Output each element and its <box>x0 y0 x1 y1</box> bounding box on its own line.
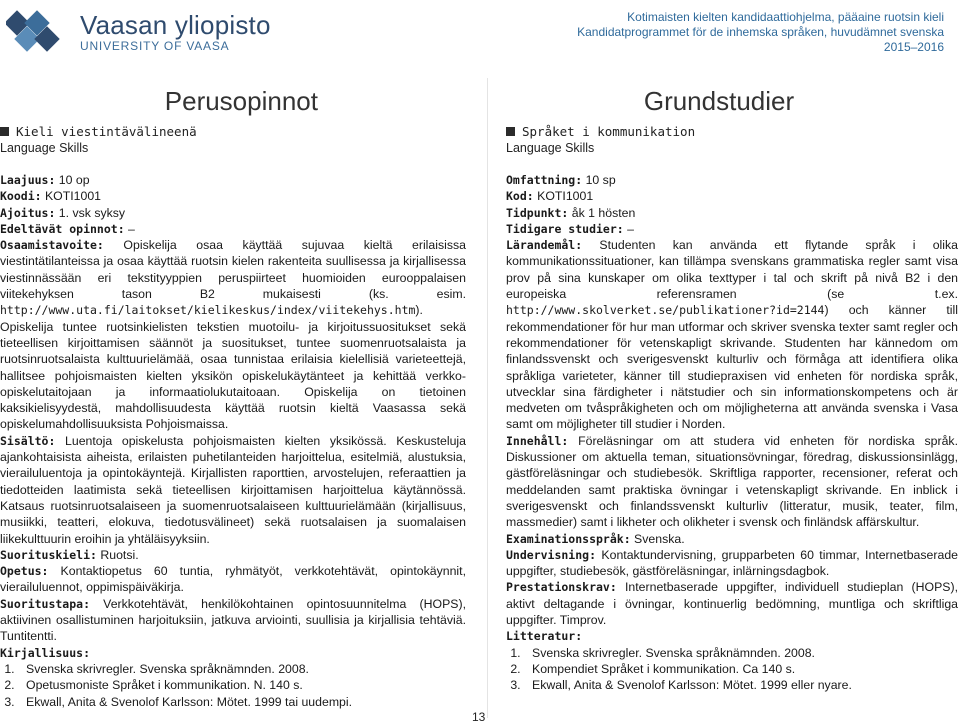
list-item: 2. Kompendiet Språket i kommunikation. Ca 140 s. <box>524 661 958 677</box>
kod-row: Kod: KOTI1001 <box>506 189 594 204</box>
left-section-heading <box>0 124 466 140</box>
right-column-swedish <box>506 84 958 694</box>
larandemal-link[interactable]: http://www.skolverket.se/publikationer?id=2144 <box>506 303 825 318</box>
ajoitus-row: Ajoitus: 1. vsk syksy <box>0 205 126 220</box>
university-logo <box>6 8 271 56</box>
innehall-paragraph: Innehåll: Föreläsningar om att studera vid enheten för nordiska språk. Diskussioner om aktuella teman, situationsövningar, föredrag, diskussionsinlägg, gästföreläsningar och studiebesök. Skriftliga rapporter, recensioner, referat och meddelanden samt praktiska övningar i vetenskapligt skrivande. En inblick i sverigesvenskt och finlandssvenskt kulturliv (litteratur, musik, teater, film, massmedier) samt i likheter och olikheter i svensk och finländsk affärskultur. <box>506 433 958 530</box>
logo-name: Vaasan yliopisto <box>80 10 271 40</box>
list-item: 2. Opetusmoniste Språket i kommunikation. N. 140 s. <box>18 677 466 693</box>
list-item: 1. Svenska skrivregler. Svenska språknämnden. 2008. <box>18 661 466 677</box>
right-column-title: Grundstudier <box>643 86 795 116</box>
larandemal-paragraph: Lärandemål: Studenten kan använda ett flytande språk i olika kommunikationssituationer, kan tillämpa svenskans grammatiska regler samt visa prov på sina kunskaper om olika texttyper i tal och skrift på nivå B2 i den europeiska referensramen (se t.ex. http://www.skolverket.se/publikationer?id=2144) och känner till rekommendationer för hur man utformar och skriver svenska texter samt regler och rekommendationer för vetenskapligt skrivande. Studenten har kännedom om finlandssvenskt och sverigesvenskt kulturliv och förmåga att identifiera olika språkliga varieteter, känner till studiepraxisen vid enheten för nordiska språk, utvecklar sina färdigheter i nätstudier och sin informationskompetens och är medveten om tvåspråkigheten och om möjligheterna att använda svenska i Vasa samt om möjligheter till studier i Norden. <box>506 238 958 432</box>
kirjallisuus-heading: Kirjallisuus: <box>0 645 91 660</box>
program-header <box>577 10 944 55</box>
program-title-sv: Kandidatprogrammet för de inhemska språken, huvudämnet svenska <box>577 25 944 39</box>
left-section-subtitle: Language Skills <box>0 141 89 155</box>
list-item: 3. Ekwall, Anita & Svenolof Karlsson: Mötet. 1999 tai uudempi. <box>18 694 466 710</box>
square-bullet-icon <box>506 127 515 136</box>
right-course-description <box>506 172 958 694</box>
tidigare-row: Tidigare studier: – <box>506 221 634 236</box>
left-column-title: Perusopinnot <box>164 86 318 116</box>
examinationssprak-row: Examinationsspråk: Svenska. <box>506 531 685 546</box>
right-section-heading <box>506 124 958 140</box>
suoritustapa-paragraph: Suoritustapa: Verkkotehtävät, henkilökohtainen opintosuunnitelma (HOPS), aktiivinen osallistuminen harjoituksiin, jatkuva arviointi, suullisia ja kirjallisia tehtäviä. Tuntitentti. <box>0 596 466 644</box>
suorituskieli-row: Suorituskieli: Ruotsi. <box>0 547 139 562</box>
square-bullet-icon <box>0 127 9 136</box>
list-item: 3. Ekwall, Anita & Svenolof Karlsson: Mötet. 1999 eller nyare. <box>524 677 958 693</box>
logo-subtitle: UNIVERSITY OF VAASA <box>80 39 230 53</box>
koodi-row: Koodi: KOTI1001 <box>0 189 102 204</box>
omfattning-row: Omfattning: 10 sp <box>506 173 616 187</box>
left-section-title: Kieli viestintävälineenä <box>16 124 197 139</box>
program-title-fi: Kotimaisten kielten kandidaattiohjelma, pääaine ruotsin kieli <box>627 10 944 24</box>
left-course-description <box>0 172 466 710</box>
academic-years: 2015–2016 <box>883 40 944 54</box>
edeltavat-row: Edeltävät opinnot: – <box>0 221 135 236</box>
opetus-paragraph: Opetus: Kontaktiopetus 60 tuntia, ryhmätyöt, verkkotehtävät, opintokäynnit, vierailuluennot, oppimispäiväkirja. <box>0 564 466 595</box>
left-column-finnish <box>0 84 466 710</box>
sisalto-paragraph: Sisältö: Luentoja opiskelusta pohjoismaisten kielten yksikössä. Keskusteluja ajankohtaisista aiheista, erilaisten puhetilanteiden harjoittelua, esitelmiä, alustuksia, vierailuluentoja ja opintokäyntejä. Kirjallisten raporttien, arvostelujen, referaattien ja tiedotteiden laatimista sekä tieteellisen kirjoittamisen harjoittelua käytännössä. Katsaus ruotsinruotsalaiseen ja suomenruotsalaiseen kulttuurielämään (kirjallisuus, musiikki, teatteri, elokuva, tiedotusvälineet) sekä ruotsalaisen ja suomalaisen liikekulttuurin eroihin ja yhtäläisyyksiin. <box>0 433 466 546</box>
list-item: 1. Svenska skrivregler. Svenska språknämnden. 2008. <box>524 645 958 661</box>
laajuus-row: Laajuus: 10 op <box>0 173 90 187</box>
prestationskrav-paragraph: Prestationskrav: Internetbaserade uppgifter, individuell studieplan (HOPS), aktivt deltagande i övningar, kontinuerlig bedömning, muntliga och skriftliga uppgifter. Timprov. <box>506 580 958 628</box>
page-number: 13 <box>472 710 486 724</box>
osaamistavoite-link[interactable]: http://www.uta.fi/laitokset/kielikeskus/index/viitekehys.htm <box>0 303 416 318</box>
osaamistavoite-paragraph: Osaamistavoite: Opiskelija osaa käyttää sujuvaa kieltä erilaisissa viestintätilanteissa ja osaa käyttää ruotsin kielen rakenteita suullisessa ja kirjallisessa viestinnässään eri tekstityyppien peruspiirteet huomioiden eurooppalaisen viitekehyksen tason B2 mukaisesti (ks. esim. http://www.uta.fi/laitokset/kielikeskus/index/viitekehys.htm). Opiskelija tuntee ruotsinkielisten tekstien muotoilu- ja kirjoitussuositukset sekä tieteellisen kirjoittamisen säännöt ja suositukset, tuntee suomenruotsalaista ja ruotsinruotsalaista kulttuurielämää, osaa tunnistaa erilaisia kielellisiä varieteettejä, hallitsee pohjoismaisten kielten yksikön opiskelukäytänteet ja kehittää verkko-opiskelutaitojaan ja informaatiolukutaitoaan. Opiskelija on tietoinen kaksikielisyydestä, mahdollisuudesta käyttää ruotsin kieltä Vaasassa sekä opiskelumahdollisuuksista Pohjoismaissa. <box>0 238 466 432</box>
left-literature-list <box>0 661 466 710</box>
litteratur-heading: Litteratur: <box>506 629 583 644</box>
right-section-subtitle: Language Skills <box>506 141 595 155</box>
right-section-title: Språket i kommunikation <box>522 124 696 139</box>
column-divider <box>487 78 488 718</box>
right-literature-list <box>506 645 958 694</box>
undervisning-paragraph: Undervisning: Kontaktundervisning, grupparbeten 60 timmar, Internetbaserade uppgifter, studiebesök, gästföreläsningar, inlärningsdagbok. <box>506 547 958 579</box>
university-logo-icon <box>6 8 68 56</box>
tidpunkt-row: Tidpunkt: åk 1 hösten <box>506 205 636 220</box>
